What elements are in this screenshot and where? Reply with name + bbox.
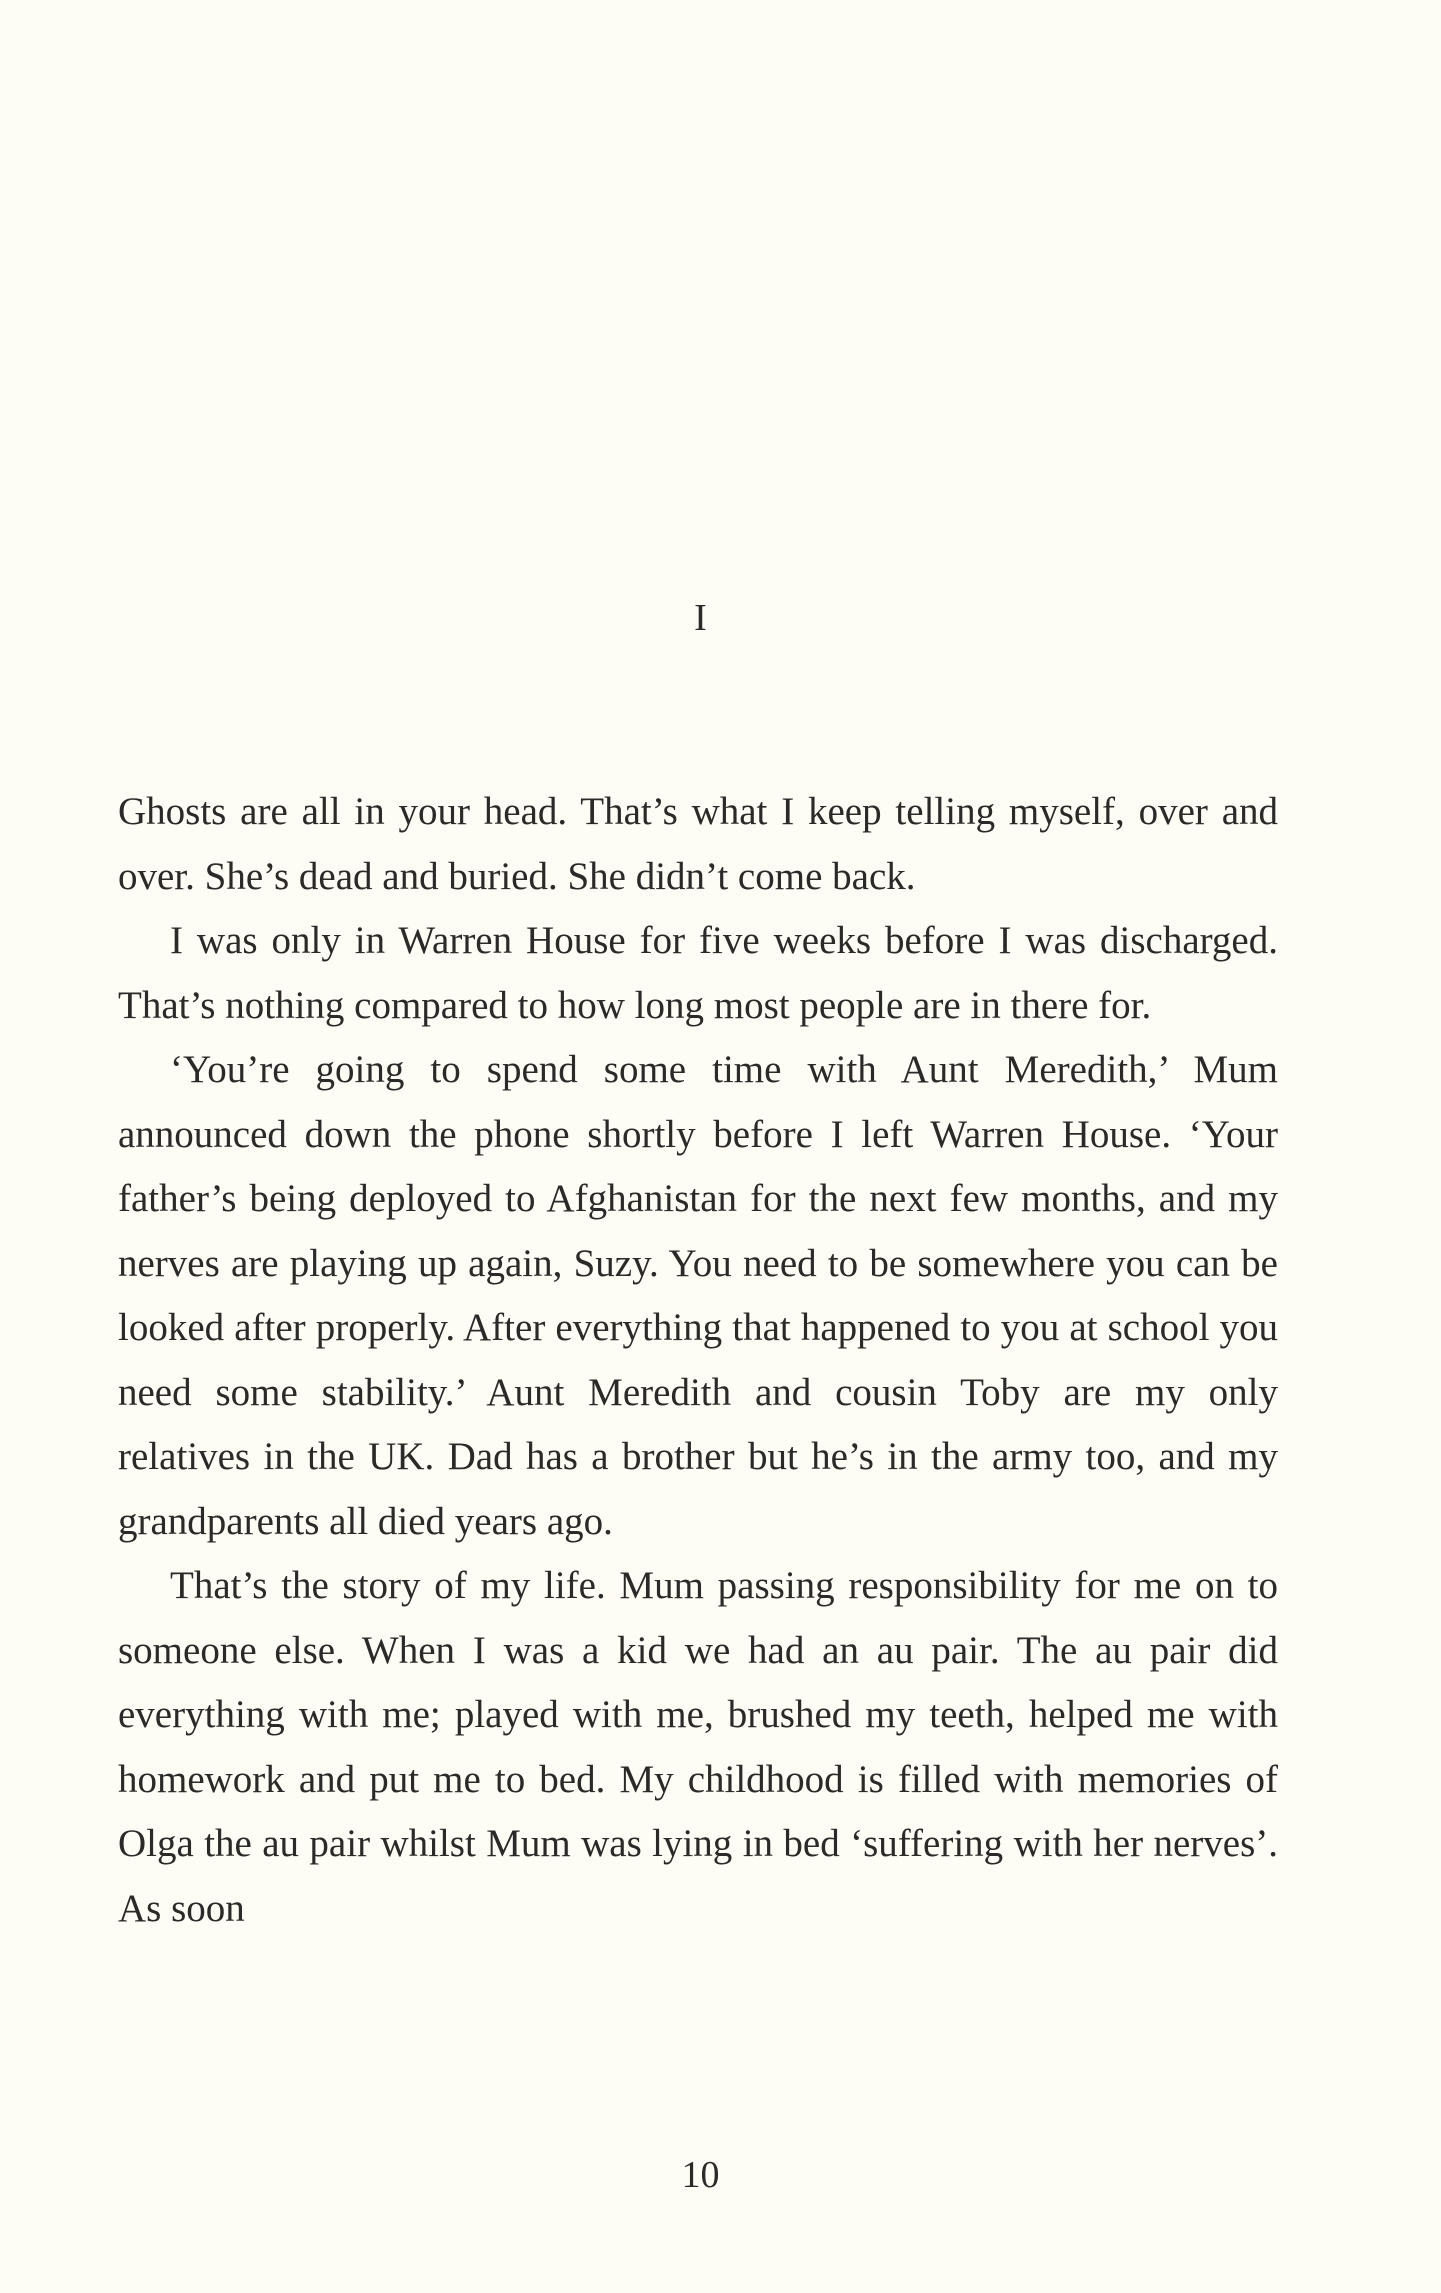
chapter-number: I <box>694 597 707 639</box>
paragraph: Ghosts are all in your head. That’s what I keep telling myself, over and over. She’s dead and buried. She didn’t come back. <box>118 790 1278 898</box>
paragraph: ‘You’re going to spend some time with Aunt Meredith,’ Mum announced down the phone shortly before I left Warren House. ‘Your father’s being deployed to Afghanistan for the next few months, and my nerves are playing up again, Suzy. You need to be somewhere you can be looked after properly. After everything that happened to you at school you need some stability.’ Aunt Meredith and cousin Toby are my only relatives in the UK. Dad has a brother but he’s in the army too, and my grandparents all died years ago. <box>118 1048 1278 1543</box>
page-number: 10 <box>681 2154 720 2196</box>
paragraph: That’s the story of my life. Mum passing responsibility for me on to someone else. When I was a kid we had an au pair. The au pair did everything with me; played with me, brushed my teeth, helped me with homework and put me to bed. My childhood is filled with memories of Olga the au pair whilst Mum was lying in bed ‘suffering with her nerves’. As soon <box>118 1564 1278 1930</box>
paragraph: I was only in Warren House for five weeks before I was discharged. That’s nothing compared to how long most people are in there for. <box>118 919 1278 1027</box>
body-text <box>118 780 1278 1941</box>
